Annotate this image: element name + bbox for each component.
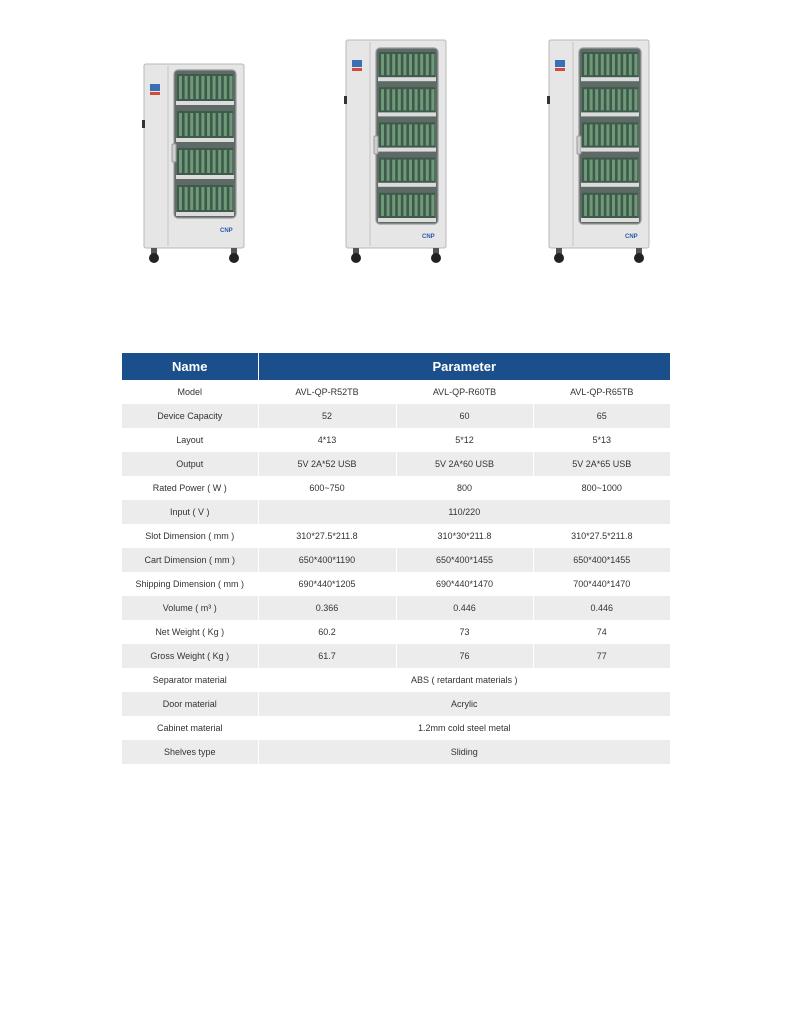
device-slot [196,113,199,136]
device-slot [403,195,406,216]
row-label: Model [122,380,258,404]
device-slot [409,54,412,75]
shelf-rail [176,175,234,179]
table-row [122,668,670,692]
table-row [122,380,670,404]
device-slot [415,160,418,181]
shelf-rail [176,138,234,142]
device-slot [426,160,429,181]
device-slot [392,89,395,110]
row-value-model-2: 5*12 [396,428,533,452]
device-slot [601,160,604,181]
cabinet-image-r52tb [138,60,250,266]
device-slot [403,54,406,75]
device-slot [606,54,609,75]
device-slot [185,76,188,99]
brand-logo: CNP [625,234,638,240]
device-slot [595,160,598,181]
row-label: Door material [122,692,258,716]
device-slot [426,124,429,145]
row-value-model-2: 800 [396,476,533,500]
device-slot [415,89,418,110]
door-handle [374,136,378,154]
shelf-rail [176,212,234,216]
row-value-model-3: 800~1000 [533,476,670,500]
device-slot [623,89,626,110]
row-value-model-3: 5V 2A*65 USB [533,452,670,476]
device-slot [179,150,182,173]
table-row [122,476,670,500]
device-slot [398,54,401,75]
row-value-model-3: AVL-QP-R65TB [533,380,670,404]
row-label: Rated Power ( W ) [122,476,258,500]
device-slot [381,195,384,216]
device-slot [218,187,221,210]
device-slot [201,113,204,136]
device-slot [190,113,193,136]
table-row [122,692,670,716]
device-slot [409,160,412,181]
device-slot [612,54,615,75]
device-slot [606,160,609,181]
device-slot [207,76,210,99]
wheel [554,253,564,263]
device-slot [590,89,593,110]
row-value-model-1: 4*13 [258,428,396,452]
device-slot [634,160,637,181]
device-slot [601,54,604,75]
header-name: Name [122,353,258,380]
side-lock [142,120,145,128]
device-slot [387,54,390,75]
display-panel [352,60,362,67]
wheel [149,253,159,263]
device-slot [392,54,395,75]
device-slot [185,187,188,210]
device-slot [213,76,216,99]
device-slot [595,195,598,216]
row-value-model-3: 5*13 [533,428,670,452]
row-value-model-2: 73 [396,620,533,644]
device-slot [403,124,406,145]
device-slot [403,160,406,181]
row-value-model-2: 0.446 [396,596,533,620]
device-slot [387,89,390,110]
brand-logo: CNP [220,228,233,234]
device-slot [196,76,199,99]
device-slot [623,124,626,145]
row-value-model-3: 74 [533,620,670,644]
row-value-merged: Acrylic [258,692,670,716]
device-slot [420,124,423,145]
device-slot [392,160,395,181]
row-value-model-2: 650*400*1455 [396,548,533,572]
device-slot [179,187,182,210]
display-indicator [352,68,362,71]
device-slot [431,160,434,181]
device-slot [392,195,395,216]
device-slot [618,124,621,145]
display-indicator [555,68,565,71]
row-value-model-2: 310*30*211.8 [396,524,533,548]
device-slot [179,76,182,99]
wheel [634,253,644,263]
device-slot [190,76,193,99]
row-label: Separator material [122,668,258,692]
shelf-rail [378,77,436,81]
row-value-model-3: 77 [533,644,670,668]
device-slot [623,195,626,216]
device-slot [606,89,609,110]
device-slot [584,160,587,181]
device-slot [595,54,598,75]
device-slot [634,195,637,216]
table-row [122,572,670,596]
device-slot [409,195,412,216]
device-slot [415,195,418,216]
table-row [122,428,670,452]
device-slot [623,160,626,181]
row-value-model-3: 650*400*1455 [533,548,670,572]
device-slot [606,124,609,145]
device-slot [415,54,418,75]
device-slot [595,124,598,145]
device-slot [420,195,423,216]
door-handle [172,144,176,162]
device-slot [601,89,604,110]
device-slot [595,89,598,110]
row-value-model-1: 60.2 [258,620,396,644]
spec-table-header [122,353,670,380]
shelf-rail [176,101,234,105]
device-slot [431,89,434,110]
device-slot [634,124,637,145]
device-slot [618,54,621,75]
device-slot [431,54,434,75]
device-slot [218,76,221,99]
device-slot [387,195,390,216]
device-slot [629,195,632,216]
device-slot [398,195,401,216]
brand-logo: CNP [422,234,435,240]
device-slot [224,113,227,136]
device-slot [207,187,210,210]
wheel [229,253,239,263]
device-slot [415,124,418,145]
shelf-rail [581,148,639,152]
row-value-model-1: 690*440*1205 [258,572,396,596]
device-slot [185,113,188,136]
device-slot [420,89,423,110]
shelf-rail [378,112,436,116]
device-slot [420,54,423,75]
header-parameter: Parameter [258,353,670,380]
row-label: Shipping Dimension ( mm ) [122,572,258,596]
device-slot [629,54,632,75]
row-label: Device Capacity [122,404,258,428]
device-slot [387,160,390,181]
row-label: Input ( V ) [122,500,258,524]
row-value-model-1: 650*400*1190 [258,548,396,572]
device-slot [584,195,587,216]
device-slot [392,124,395,145]
device-slot [398,89,401,110]
row-label: Cabinet material [122,716,258,740]
wheel [431,253,441,263]
device-slot [590,54,593,75]
shelf-rail [581,218,639,222]
device-slot [207,113,210,136]
spec-table [122,353,670,764]
device-slot [213,187,216,210]
device-slot [201,150,204,173]
display-panel [555,60,565,67]
device-slot [229,76,232,99]
device-slot [224,76,227,99]
table-row [122,452,670,476]
device-slot [190,150,193,173]
device-slot [634,54,637,75]
device-slot [398,160,401,181]
device-slot [618,160,621,181]
cabinet-image-r60tb [340,36,452,266]
device-slot [612,124,615,145]
row-value-model-1: 52 [258,404,396,428]
device-slot [218,113,221,136]
device-slot [431,195,434,216]
device-slot [190,187,193,210]
device-slot [387,124,390,145]
device-slot [213,150,216,173]
device-slot [229,150,232,173]
row-label: Output [122,452,258,476]
device-slot [431,124,434,145]
device-slot [590,160,593,181]
device-slot [229,187,232,210]
device-slot [426,54,429,75]
device-slot [213,113,216,136]
table-row [122,716,670,740]
row-value-model-1: 600~750 [258,476,396,500]
row-label: Shelves type [122,740,258,764]
device-slot [612,195,615,216]
row-value-model-1: AVL-QP-R52TB [258,380,396,404]
device-slot [381,54,384,75]
row-value-model-1: 0.366 [258,596,396,620]
device-slot [409,89,412,110]
shelf-rail [378,183,436,187]
row-value-merged: ABS ( retardant materials ) [258,668,670,692]
device-slot [629,160,632,181]
display-panel [150,84,160,91]
row-label: Gross Weight ( Kg ) [122,644,258,668]
device-slot [601,124,604,145]
device-slot [420,160,423,181]
row-value-model-3: 0.446 [533,596,670,620]
row-value-model-1: 61.7 [258,644,396,668]
device-slot [612,89,615,110]
device-slot [409,124,412,145]
row-label: Net Weight ( Kg ) [122,620,258,644]
device-slot [224,150,227,173]
row-value-model-2: 5V 2A*60 USB [396,452,533,476]
table-row [122,548,670,572]
device-slot [584,54,587,75]
table-row [122,596,670,620]
device-slot [179,113,182,136]
row-value-merged: 110/220 [258,500,670,524]
table-row [122,404,670,428]
side-lock [547,96,550,104]
row-label: Slot Dimension ( mm ) [122,524,258,548]
device-slot [218,150,221,173]
side-lock [344,96,347,104]
row-label: Volume ( m³ ) [122,596,258,620]
device-slot [618,89,621,110]
device-slot [185,150,188,173]
cabinet-image-r65tb [543,36,655,266]
row-value-model-3: 700*440*1470 [533,572,670,596]
device-slot [403,89,406,110]
device-slot [398,124,401,145]
device-slot [623,54,626,75]
row-label: Cart Dimension ( mm ) [122,548,258,572]
row-value-model-2: 76 [396,644,533,668]
device-slot [590,195,593,216]
device-slot [629,124,632,145]
row-value-merged: Sliding [258,740,670,764]
device-slot [601,195,604,216]
device-slot [606,195,609,216]
row-value-merged: 1.2mm cold steel metal [258,716,670,740]
row-value-model-3: 310*27.5*211.8 [533,524,670,548]
product-images [0,0,788,290]
row-value-model-3: 65 [533,404,670,428]
device-slot [426,195,429,216]
device-slot [612,160,615,181]
shelf-rail [378,148,436,152]
device-slot [584,89,587,110]
table-row [122,620,670,644]
table-row [122,740,670,764]
row-label: Layout [122,428,258,452]
row-value-model-1: 310*27.5*211.8 [258,524,396,548]
shelf-rail [581,77,639,81]
device-slot [426,89,429,110]
display-indicator [150,92,160,95]
device-slot [381,124,384,145]
shelf-rail [581,112,639,116]
table-row [122,644,670,668]
device-slot [196,150,199,173]
table-row [122,524,670,548]
row-value-model-2: 60 [396,404,533,428]
device-slot [201,76,204,99]
device-slot [381,160,384,181]
shelf-rail [581,183,639,187]
device-slot [224,187,227,210]
row-value-model-2: AVL-QP-R60TB [396,380,533,404]
row-value-model-2: 690*440*1470 [396,572,533,596]
door-handle [577,136,581,154]
row-value-model-1: 5V 2A*52 USB [258,452,396,476]
table-row [122,500,670,524]
device-slot [207,150,210,173]
spec-table-body [122,380,670,764]
device-slot [590,124,593,145]
wheel [351,253,361,263]
shelf-rail [378,218,436,222]
device-slot [229,113,232,136]
device-slot [618,195,621,216]
device-slot [584,124,587,145]
device-slot [629,89,632,110]
device-slot [381,89,384,110]
device-slot [201,187,204,210]
device-slot [196,187,199,210]
device-slot [634,89,637,110]
